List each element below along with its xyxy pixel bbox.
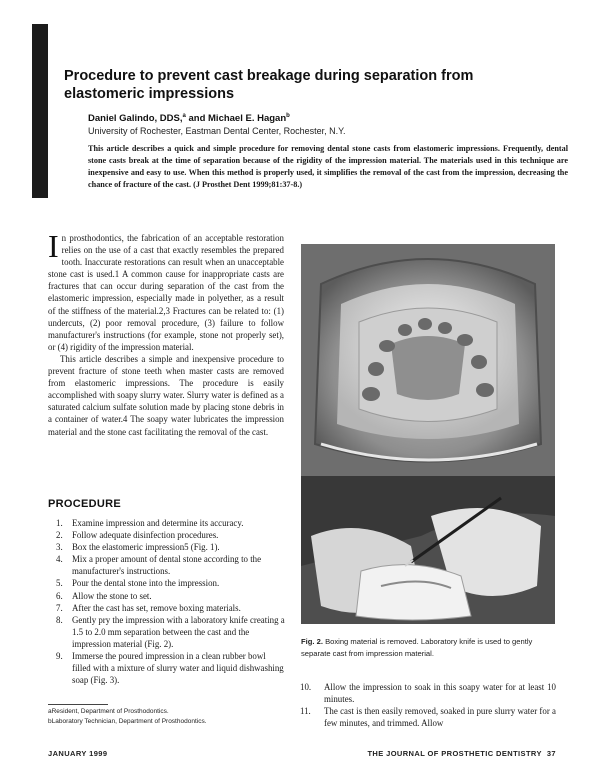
step-number: 10. bbox=[300, 682, 312, 692]
author-conjunction: and Michael E. Hagan bbox=[185, 113, 287, 125]
step-number: 2. bbox=[56, 530, 63, 541]
step-item bbox=[300, 681, 556, 705]
step-item bbox=[48, 650, 286, 686]
footnote-b: bLaboratory Technician, Department of Prosthodontics. bbox=[48, 718, 207, 725]
footnote-a: aResident, Department of Prosthodontics. bbox=[48, 708, 169, 715]
step-number: 4. bbox=[56, 554, 63, 565]
author-2-sup: b bbox=[286, 113, 290, 119]
step-number: 7. bbox=[56, 602, 63, 613]
intro-paragraph-1 bbox=[48, 228, 284, 353]
step-item bbox=[48, 541, 286, 553]
step-item bbox=[48, 577, 286, 589]
step-item bbox=[48, 553, 286, 577]
footer-journal bbox=[367, 749, 556, 758]
procedure-heading: PROCEDURE bbox=[48, 498, 121, 510]
step-item bbox=[48, 602, 286, 614]
step-text: Mix a proper amount of dental stone according to the manufacturer's instructions. bbox=[72, 554, 262, 577]
step-number: 11. bbox=[300, 706, 311, 717]
figure-1-illustration bbox=[301, 244, 555, 476]
step-text: Box the elastomeric impression5 (Fig. 1). bbox=[72, 542, 220, 553]
step-text: Allow the impression to soak in this soapy water for at least 10 minutes. bbox=[324, 682, 556, 705]
section-marker-bar bbox=[32, 24, 48, 198]
figure-2-caption bbox=[301, 636, 556, 659]
step-item bbox=[48, 614, 286, 650]
figure-2-photo bbox=[301, 476, 555, 624]
step-text: Immerse the poured impression in a clean rubber bowl filled with a mixture of slurry water and liquid dishwashing soap (Fig. 3). bbox=[72, 651, 284, 686]
step-text: Gently pry the impression with a laboratory knife creating a 1.5 to 2.0 mm separation between the cast and the impression material (Fig. 2). bbox=[72, 614, 285, 649]
step-item bbox=[48, 529, 286, 541]
procedure-steps bbox=[48, 517, 286, 686]
figure-1-photo bbox=[301, 244, 555, 476]
step-text: Pour the dental stone into the impression. bbox=[72, 578, 220, 589]
intro-text-1: n prosthodontics, the fabrication of an acceptable restoration relies on the use of a cast that exactly resembles the prepared tooth. Inaccurate restorations can result when an unacceptable stone cast is used.1 A common cause for inappropriate casts are fractures that can occur during separation of the cast from the elastomeric impression, especially made in polyether, as a result of the stiffness of the material.2,3 Fractures can be related to: (1) undercuts, (2) poor removal procedure, (3) failure to follow manufacturer's instructions (for example, stone not properly set), or (4) rigidity of the impression material. bbox=[48, 233, 284, 352]
affiliation: University of Rochester, Eastman Dental Center, Rochester, N.Y. bbox=[88, 126, 346, 136]
step-number: 8. bbox=[56, 614, 63, 625]
step-text: Examine impression and determine its accuracy. bbox=[72, 518, 244, 528]
figure-2-label: Fig. 2. bbox=[301, 637, 323, 646]
step-item bbox=[48, 590, 286, 602]
footer-journal-name: THE JOURNAL OF PROSTHETIC DENTISTRY bbox=[367, 749, 542, 758]
step-number: 3. bbox=[56, 542, 63, 553]
abstract: This article describes a quick and simple procedure for removing dental stone casts from elastomeric impressions. Frequently, dental stone casts break at the time of separation because of the rigidity of the impression material. The materials used in this technique are inexpensive and easy to use. When this method is properly used, it simplifies the removal of the cast from the impression, decreasing the chance of fracture of the cast. (J Prosthet Dent 1999;81:37-8.) bbox=[88, 144, 568, 189]
article-title: Procedure to prevent cast breakage during separation from elastomeric impressions bbox=[64, 68, 474, 102]
step-number: 1. bbox=[56, 518, 63, 528]
drop-cap: I bbox=[48, 228, 59, 264]
step-text: The cast is then easily removed, soaked in pure slurry water for a few minutes, and trimmed. Allow bbox=[324, 706, 556, 729]
step-number: 9. bbox=[56, 651, 63, 662]
author-1-sup: a bbox=[182, 113, 186, 119]
step-number: 6. bbox=[56, 590, 63, 601]
step-text: After the cast has set, remove boxing materials. bbox=[72, 602, 241, 613]
step-text: Allow the stone to set. bbox=[72, 590, 152, 601]
footer-page-number: 37 bbox=[546, 749, 556, 758]
step-number: 5. bbox=[56, 578, 63, 589]
author-1: Daniel Galindo, DDS, bbox=[88, 113, 183, 125]
procedure-steps-continued bbox=[300, 681, 556, 729]
step-item bbox=[300, 705, 556, 729]
intro-paragraph-2: This article describes a simple and inexpensive procedure to prevent fracture of stone teeth when master casts are removed from elastomeric impressions. The procedure is easily accomplished with soapy slurry water. Slurry water is defined as a saturated calcium sulfate solution made by placing stone debris in a container of water.4 The soapy water lubricates the impression material and the stone cast facilitating the removal of the cast. bbox=[48, 353, 284, 437]
figure-2-caption-text: Boxing material is removed. Laboratory knife is used to gently separate cast from impression material. bbox=[301, 637, 533, 658]
step-text: Follow adequate disinfection procedures. bbox=[72, 530, 219, 541]
intro-column bbox=[48, 228, 284, 438]
footnotes bbox=[48, 707, 207, 727]
author-line bbox=[88, 113, 290, 124]
figure-2-illustration bbox=[301, 476, 555, 624]
step-item bbox=[48, 517, 286, 529]
footnote-divider bbox=[48, 704, 108, 705]
footer-date: JANUARY 1999 bbox=[48, 749, 108, 758]
